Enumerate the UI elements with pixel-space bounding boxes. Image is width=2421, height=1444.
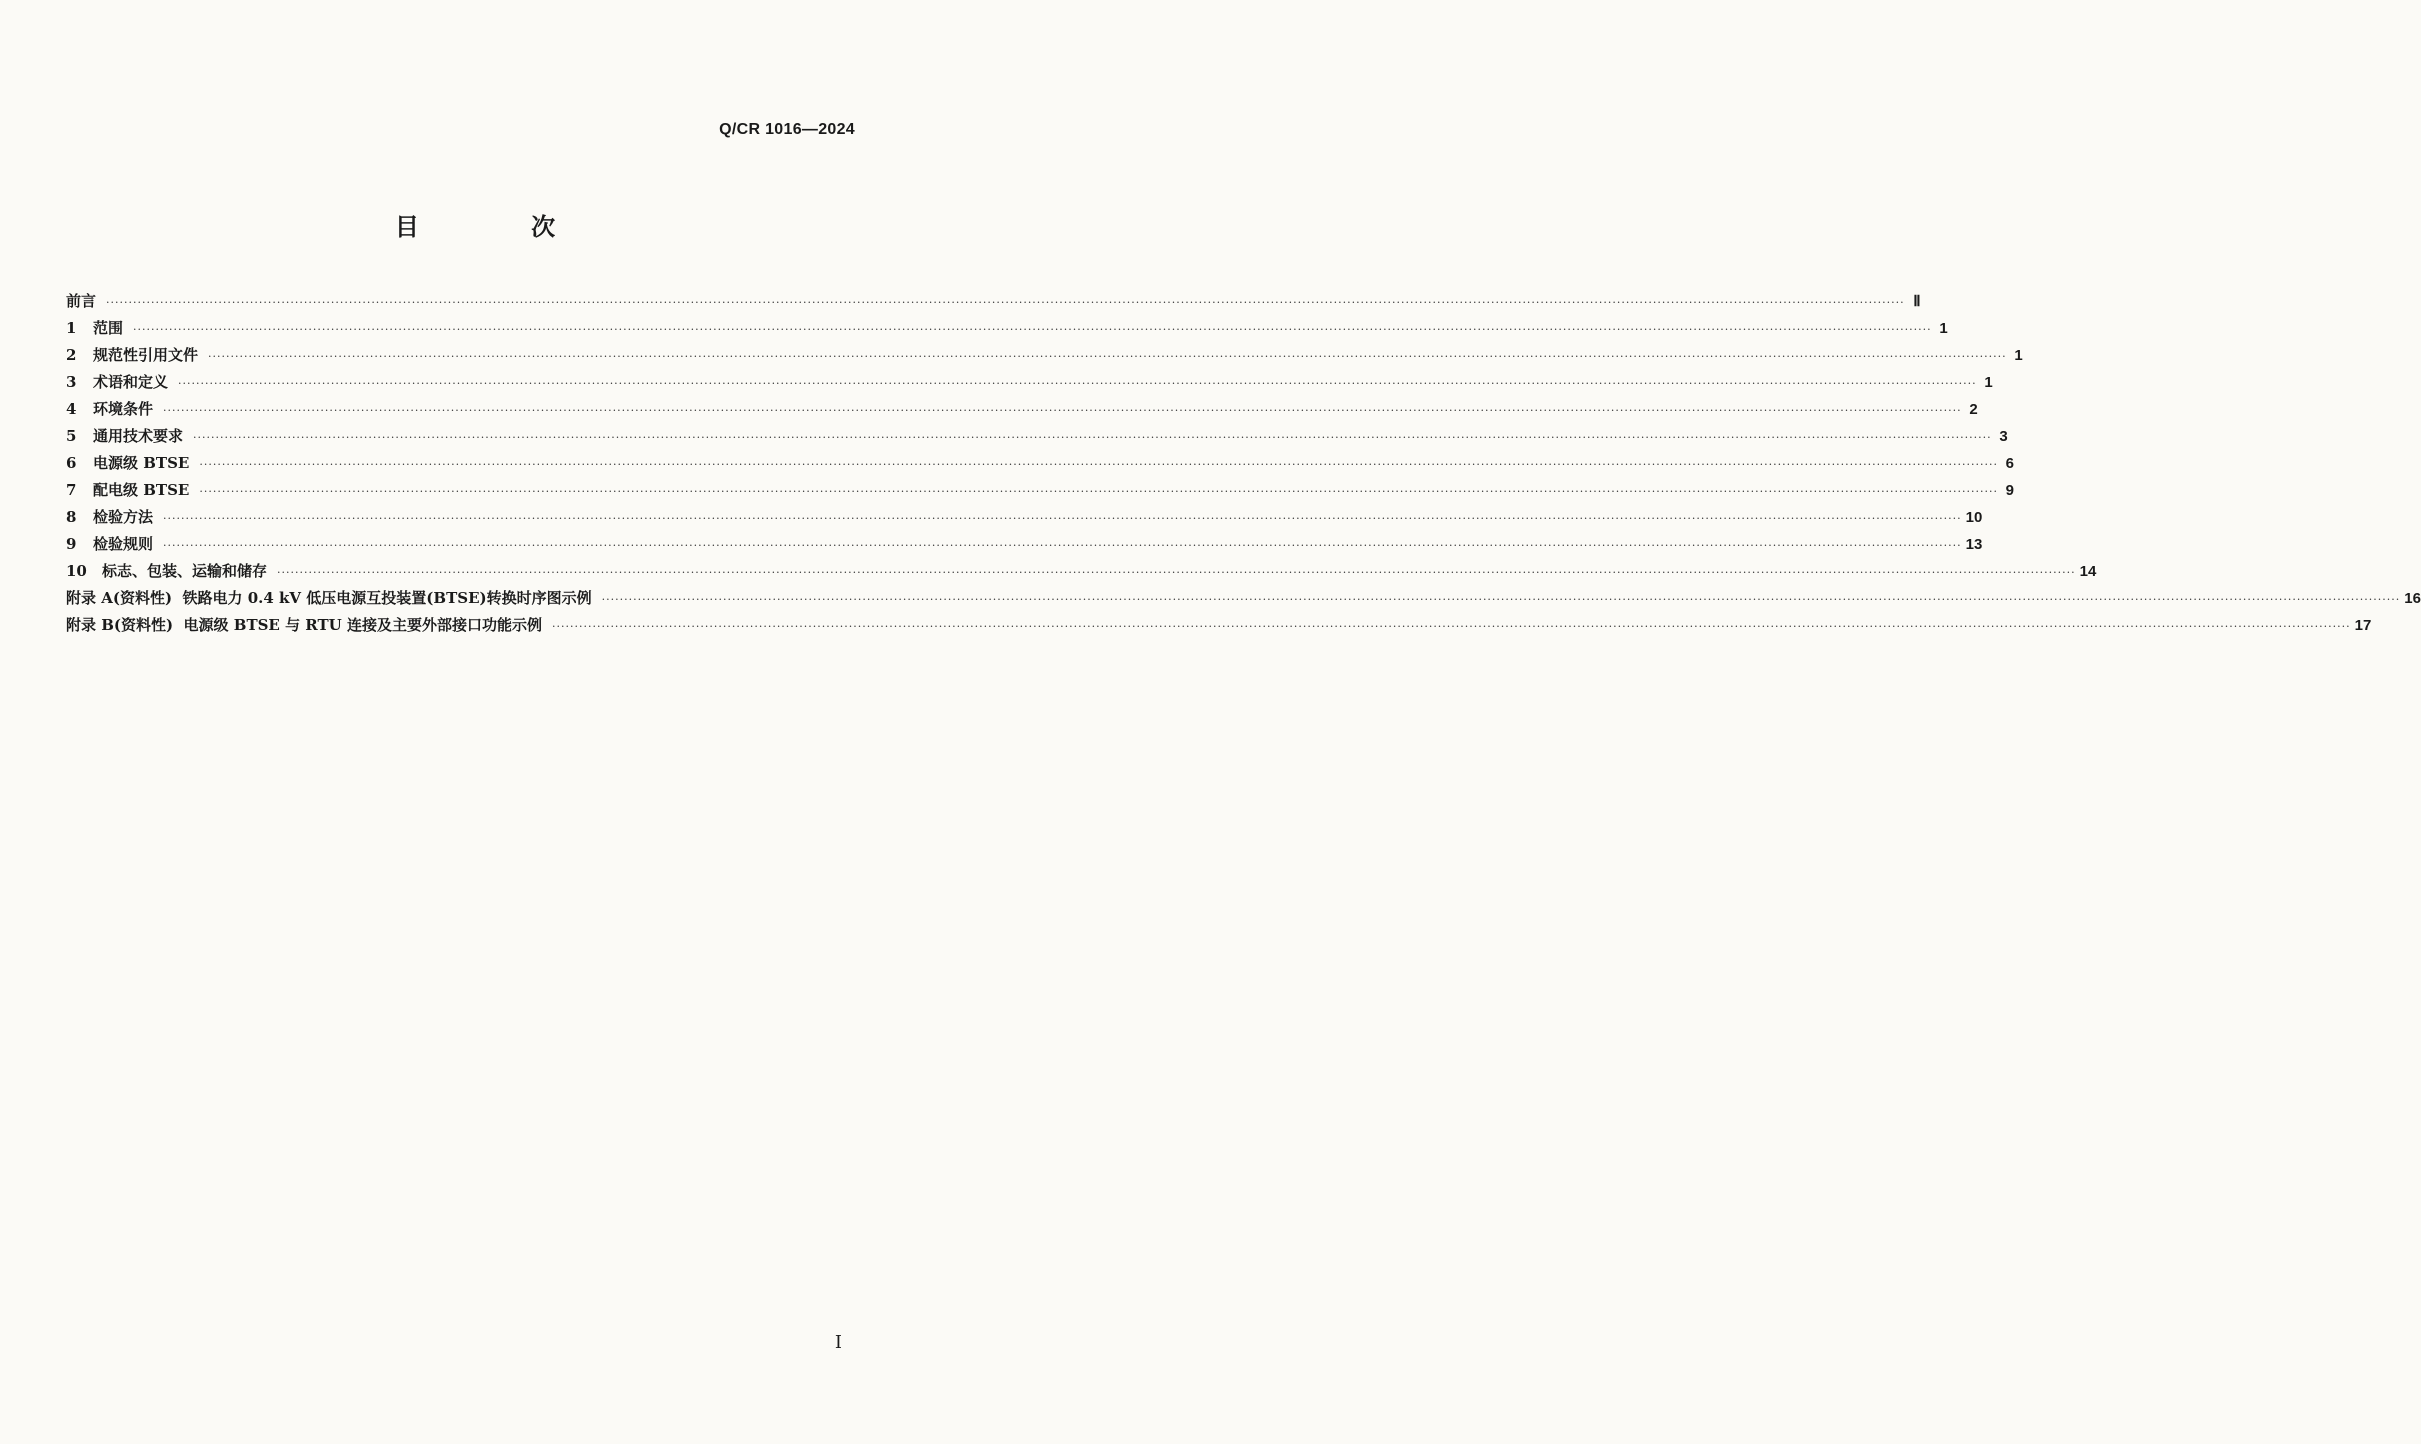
toc-entry-text: 术语和定义 xyxy=(93,373,169,391)
toc-entry-text: 电源级 BTSE xyxy=(93,454,190,472)
toc-entry-page: 17 xyxy=(2354,617,2372,634)
toc-entry-number: 3 xyxy=(66,373,77,391)
toc-entry[interactable] xyxy=(66,369,1993,396)
toc-entry-number: 1 xyxy=(66,319,77,337)
toc-entry-number: 2 xyxy=(66,346,77,364)
toc-entry-number: 7 xyxy=(66,481,77,499)
toc-entry-label xyxy=(66,504,153,531)
toc-leader-dots: ················································································································································································································································································································································································································ xyxy=(551,620,2351,633)
toc-entry[interactable] xyxy=(66,612,2372,639)
toc-entry-label xyxy=(66,585,592,612)
toc-entry-label xyxy=(66,342,198,369)
toc-entry-text: 通用技术要求 xyxy=(93,427,184,445)
toc-entry-page: 1 xyxy=(1939,320,1948,337)
toc-entry[interactable] xyxy=(66,504,1983,531)
toc-entry-page: 10 xyxy=(1965,509,1983,526)
toc-entry-label xyxy=(66,477,189,504)
toc-entry-page: 14 xyxy=(2079,563,2097,580)
toc-entry-label xyxy=(66,558,267,585)
toc-entry-number: 9 xyxy=(66,535,77,553)
toc-leader-dots: ················································································································································································································································································································································································································ xyxy=(106,296,1905,309)
toc-leader-dots: ················································································································································································································································································································································································································ xyxy=(133,323,1932,336)
toc-entry-page: 9 xyxy=(2005,482,2014,499)
toc-entry-number: 6 xyxy=(66,454,77,472)
toc-entry-text: 规范性引用文件 xyxy=(93,346,199,364)
toc-entry-label xyxy=(66,369,168,396)
toc-entry-number: 4 xyxy=(66,400,77,418)
toc-entry-text: 配电级 BTSE xyxy=(93,481,190,499)
toc-entry[interactable] xyxy=(66,396,1978,423)
toc-entry-page: 2 xyxy=(1969,401,1978,418)
toc-entry[interactable] xyxy=(66,315,1948,342)
toc-entry-text: 检验方法 xyxy=(93,508,154,526)
toc-entry-number: 10 xyxy=(66,562,87,580)
toc-leader-dots: ················································································································································································································································································································································································································ xyxy=(208,350,2007,363)
toc-entry[interactable] xyxy=(66,450,2014,477)
toc-entry-label xyxy=(66,396,153,423)
toc-leader-dots: ················································································································································································································································································································································································································ xyxy=(163,404,1962,417)
toc-entry-number: 5 xyxy=(66,427,77,445)
toc-entry[interactable] xyxy=(66,288,1921,315)
toc-leader-dots: ················································································································································································································································································································································································································ xyxy=(178,377,1977,390)
toc-entry-label xyxy=(66,612,542,639)
toc-entry[interactable] xyxy=(66,342,2023,369)
page-number: I xyxy=(834,1332,842,1353)
toc-entry-page: 1 xyxy=(2014,347,2023,364)
toc-entry-page: Ⅱ xyxy=(1913,293,1921,310)
toc-entry-page: 6 xyxy=(2005,455,2014,472)
toc-entry-text: 范围 xyxy=(93,319,124,337)
toc-entry[interactable] xyxy=(66,423,2008,450)
toc-entry-label xyxy=(66,531,153,558)
toc-title: 目 次 xyxy=(394,212,608,241)
toc-entry-text: 附录 A(资料性) 铁路电力 0.4 kV 低压电源互投装置(BTSE)转换时序图示例 xyxy=(66,589,592,607)
toc-entry-page: 16 xyxy=(2404,590,2421,607)
toc-entry-label xyxy=(66,423,183,450)
toc-entry[interactable] xyxy=(66,585,2421,612)
toc-entry-text: 前言 xyxy=(66,292,97,310)
toc-entry-label xyxy=(66,450,189,477)
toc-leader-dots: ················································································································································································································································································································································································································ xyxy=(193,431,1992,444)
toc-entry-number: 8 xyxy=(66,508,77,526)
toc-entry-label xyxy=(66,315,123,342)
toc-entry-page: 1 xyxy=(1984,374,1993,391)
toc-entry-page: 3 xyxy=(1999,428,2008,445)
toc-entry[interactable] xyxy=(66,531,1983,558)
toc-entry-text: 标志、包装、运输和储存 xyxy=(102,562,268,580)
toc-leader-dots: ················································································································································································································································································································································································································ xyxy=(277,566,2076,579)
toc-leader-dots: ················································································································································································································································································································································································································ xyxy=(163,539,1962,552)
toc-entry[interactable] xyxy=(66,477,2014,504)
toc-leader-dots: ················································································································································································································································································································································································································ xyxy=(601,593,2401,606)
toc-entry-text: 检验规则 xyxy=(93,535,154,553)
toc-entry[interactable] xyxy=(66,558,2097,585)
toc-entry-text: 环境条件 xyxy=(93,400,154,418)
toc-entry-text: 附录 B(资料性) 电源级 BTSE 与 RTU 连接及主要外部接口功能示例 xyxy=(66,616,542,634)
toc-entry-page: 13 xyxy=(1965,536,1983,553)
toc-list xyxy=(66,288,2421,639)
toc-leader-dots: ················································································································································································································································································································································································································ xyxy=(163,512,1962,525)
toc-entry-label xyxy=(66,288,96,315)
toc-leader-dots: ················································································································································································································································································································································································································ xyxy=(199,458,1998,471)
toc-leader-dots: ················································································································································································································································································································································································································ xyxy=(199,485,1998,498)
document-code: Q/CR 1016—2024 xyxy=(719,121,855,138)
